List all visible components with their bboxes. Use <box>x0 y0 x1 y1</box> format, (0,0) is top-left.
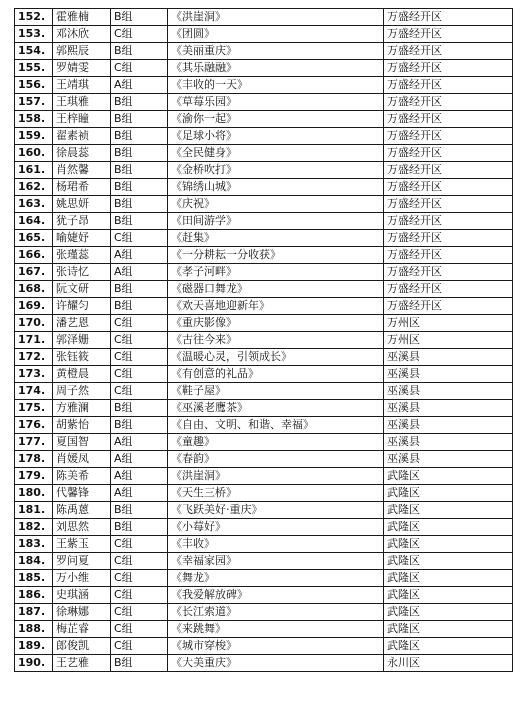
student-name: 刘思然 <box>53 519 111 536</box>
artwork-title: 《有创意的礼品》 <box>168 366 384 383</box>
district: 万盛经开区 <box>384 26 513 43</box>
table-row <box>15 349 513 366</box>
table-row <box>15 145 513 162</box>
student-name: 方雅澜 <box>53 400 111 417</box>
table-row <box>15 179 513 196</box>
age-group: C组 <box>111 570 168 587</box>
table-row <box>15 77 513 94</box>
student-name: 周子然 <box>53 383 111 400</box>
table-row <box>15 94 513 111</box>
artwork-title: 《孝子河畔》 <box>168 264 384 281</box>
table-row <box>15 383 513 400</box>
age-group: B组 <box>111 417 168 434</box>
age-group: B组 <box>111 94 168 111</box>
student-name: 代馨锋 <box>53 485 111 502</box>
artwork-title: 《足球小将》 <box>168 128 384 145</box>
student-name: 翟素祯 <box>53 128 111 145</box>
age-group: C组 <box>111 536 168 553</box>
student-name: 夏国智 <box>53 434 111 451</box>
artwork-title: 《庆祝》 <box>168 196 384 213</box>
district: 万盛经开区 <box>384 162 513 179</box>
artwork-title: 《田间游学》 <box>168 213 384 230</box>
district: 巫溪县 <box>384 417 513 434</box>
age-group: C组 <box>111 349 168 366</box>
artwork-title: 《丰收》 <box>168 536 384 553</box>
district: 万盛经开区 <box>384 264 513 281</box>
district: 武隆区 <box>384 468 513 485</box>
district: 万盛经开区 <box>384 128 513 145</box>
artwork-title: 《自由、文明、和谐、幸福》 <box>168 417 384 434</box>
age-group: C组 <box>111 366 168 383</box>
table-row <box>15 502 513 519</box>
age-group: C组 <box>111 383 168 400</box>
artwork-title: 《童趣》 <box>168 434 384 451</box>
district: 万盛经开区 <box>384 43 513 60</box>
table-row <box>15 298 513 315</box>
table-row <box>15 128 513 145</box>
table-row <box>15 213 513 230</box>
student-name: 阮文研 <box>53 281 111 298</box>
artwork-title: 《大美重庆》 <box>168 655 384 672</box>
student-name: 胡紫怡 <box>53 417 111 434</box>
age-group: B组 <box>111 162 168 179</box>
artwork-title: 《舞龙》 <box>168 570 384 587</box>
age-group: B组 <box>111 213 168 230</box>
artwork-title: 《欢天喜地迎新年》 <box>168 298 384 315</box>
table-row <box>15 26 513 43</box>
artwork-title: 《团圆》 <box>168 26 384 43</box>
age-group: B组 <box>111 145 168 162</box>
age-group: C组 <box>111 315 168 332</box>
student-name: 王靖琪 <box>53 77 111 94</box>
artwork-title: 《草莓乐园》 <box>168 94 384 111</box>
entry-number: 177. <box>15 434 53 451</box>
district: 万盛经开区 <box>384 281 513 298</box>
student-name: 罗问夏 <box>53 553 111 570</box>
district: 武隆区 <box>384 621 513 638</box>
artwork-title: 《全民健身》 <box>168 145 384 162</box>
age-group: B组 <box>111 111 168 128</box>
age-group: C组 <box>111 553 168 570</box>
artwork-title: 《洪崖洞》 <box>168 9 384 26</box>
student-name: 张瑾蕊 <box>53 247 111 264</box>
entry-number: 172. <box>15 349 53 366</box>
student-name: 许耀匀 <box>53 298 111 315</box>
student-name: 郭泽姗 <box>53 332 111 349</box>
table-row <box>15 638 513 655</box>
age-group: C组 <box>111 26 168 43</box>
age-group: B组 <box>111 179 168 196</box>
table-row <box>15 451 513 468</box>
entry-number: 162. <box>15 179 53 196</box>
artwork-title: 《一分耕耘一分收获》 <box>168 247 384 264</box>
student-name: 潘艺恩 <box>53 315 111 332</box>
district: 武隆区 <box>384 519 513 536</box>
district: 巫溪县 <box>384 349 513 366</box>
artwork-title: 《金桥吹打》 <box>168 162 384 179</box>
student-name: 徐晨蕊 <box>53 145 111 162</box>
roster-table <box>14 8 513 672</box>
table-row <box>15 604 513 621</box>
district: 万州区 <box>384 332 513 349</box>
table-row <box>15 655 513 672</box>
table-row <box>15 587 513 604</box>
entry-number: 171. <box>15 332 53 349</box>
entry-number: 185. <box>15 570 53 587</box>
entry-number: 178. <box>15 451 53 468</box>
age-group: A组 <box>111 451 168 468</box>
table-row <box>15 536 513 553</box>
entry-number: 187. <box>15 604 53 621</box>
student-name: 徐琳娜 <box>53 604 111 621</box>
entry-number: 152. <box>15 9 53 26</box>
age-group: B组 <box>111 281 168 298</box>
age-group: B组 <box>111 502 168 519</box>
district: 万盛经开区 <box>384 247 513 264</box>
entry-number: 169. <box>15 298 53 315</box>
artwork-title: 《美丽重庆》 <box>168 43 384 60</box>
entry-number: 186. <box>15 587 53 604</box>
student-name: 郎俊凯 <box>53 638 111 655</box>
table-row <box>15 281 513 298</box>
district: 武隆区 <box>384 587 513 604</box>
table-row <box>15 332 513 349</box>
age-group: C组 <box>111 638 168 655</box>
age-group: C组 <box>111 332 168 349</box>
student-name: 万小维 <box>53 570 111 587</box>
age-group: B组 <box>111 655 168 672</box>
entry-number: 156. <box>15 77 53 94</box>
entry-number: 165. <box>15 230 53 247</box>
district: 万盛经开区 <box>384 196 513 213</box>
table-row <box>15 417 513 434</box>
entry-number: 164. <box>15 213 53 230</box>
entry-number: 182. <box>15 519 53 536</box>
student-name: 霍雅楠 <box>53 9 111 26</box>
table-row <box>15 60 513 77</box>
student-name: 陈美希 <box>53 468 111 485</box>
age-group: C组 <box>111 60 168 77</box>
artwork-title: 《其乐融融》 <box>168 60 384 77</box>
artwork-title: 《飞跃美好·重庆》 <box>168 502 384 519</box>
district: 武隆区 <box>384 536 513 553</box>
district: 武隆区 <box>384 638 513 655</box>
entry-number: 173. <box>15 366 53 383</box>
student-name: 王梓瞳 <box>53 111 111 128</box>
table-row <box>15 468 513 485</box>
roster-sheet <box>14 8 512 672</box>
student-name: 张钰筱 <box>53 349 111 366</box>
artwork-title: 《重庆影像》 <box>168 315 384 332</box>
artwork-title: 《城市穿梭》 <box>168 638 384 655</box>
district: 武隆区 <box>384 502 513 519</box>
table-row <box>15 111 513 128</box>
age-group: A组 <box>111 468 168 485</box>
age-group: B组 <box>111 43 168 60</box>
student-name: 邓沐欣 <box>53 26 111 43</box>
student-name: 王紫玉 <box>53 536 111 553</box>
table-row <box>15 553 513 570</box>
entry-number: 161. <box>15 162 53 179</box>
artwork-title: 《古往今来》 <box>168 332 384 349</box>
district: 万盛经开区 <box>384 77 513 94</box>
age-group: C组 <box>111 621 168 638</box>
age-group: A组 <box>111 77 168 94</box>
artwork-title: 《春韵》 <box>168 451 384 468</box>
student-name: 肖然馨 <box>53 162 111 179</box>
table-row <box>15 247 513 264</box>
district: 万盛经开区 <box>384 213 513 230</box>
district: 永川区 <box>384 655 513 672</box>
entry-number: 183. <box>15 536 53 553</box>
table-row <box>15 264 513 281</box>
entry-number: 157. <box>15 94 53 111</box>
table-row <box>15 230 513 247</box>
artwork-title: 《巫溪老鹰茶》 <box>168 400 384 417</box>
age-group: A组 <box>111 264 168 281</box>
district: 巫溪县 <box>384 434 513 451</box>
entry-number: 159. <box>15 128 53 145</box>
artwork-title: 《温暖心灵，引领成长》 <box>168 349 384 366</box>
table-row <box>15 485 513 502</box>
table-row <box>15 570 513 587</box>
student-name: 陈禹蒽 <box>53 502 111 519</box>
district: 万盛经开区 <box>384 179 513 196</box>
artwork-title: 《长江索道》 <box>168 604 384 621</box>
entry-number: 179. <box>15 468 53 485</box>
artwork-title: 《小莓好》 <box>168 519 384 536</box>
table-row <box>15 434 513 451</box>
age-group: C组 <box>111 604 168 621</box>
artwork-title: 《渝你一起》 <box>168 111 384 128</box>
table-row <box>15 9 513 26</box>
entry-number: 184. <box>15 553 53 570</box>
entry-number: 175. <box>15 400 53 417</box>
entry-number: 153. <box>15 26 53 43</box>
student-name: 郭熙辰 <box>53 43 111 60</box>
table-row <box>15 366 513 383</box>
artwork-title: 《来跳舞》 <box>168 621 384 638</box>
age-group: B组 <box>111 400 168 417</box>
table-row <box>15 621 513 638</box>
entry-number: 170. <box>15 315 53 332</box>
entry-number: 168. <box>15 281 53 298</box>
student-name: 史琪涵 <box>53 587 111 604</box>
artwork-title: 《幸福家园》 <box>168 553 384 570</box>
age-group: B组 <box>111 519 168 536</box>
district: 万盛经开区 <box>384 60 513 77</box>
table-row <box>15 43 513 60</box>
district: 万盛经开区 <box>384 298 513 315</box>
artwork-title: 《赶集》 <box>168 230 384 247</box>
age-group: A组 <box>111 485 168 502</box>
district: 万盛经开区 <box>384 145 513 162</box>
district: 万盛经开区 <box>384 9 513 26</box>
artwork-title: 《鞋子屋》 <box>168 383 384 400</box>
entry-number: 181. <box>15 502 53 519</box>
district: 巫溪县 <box>384 366 513 383</box>
entry-number: 180. <box>15 485 53 502</box>
roster-body <box>15 9 513 672</box>
table-row <box>15 400 513 417</box>
district: 巫溪县 <box>384 400 513 417</box>
student-name: 姚思妍 <box>53 196 111 213</box>
artwork-title: 《磁器口舞龙》 <box>168 281 384 298</box>
table-row <box>15 519 513 536</box>
entry-number: 154. <box>15 43 53 60</box>
district: 巫溪县 <box>384 451 513 468</box>
age-group: A组 <box>111 434 168 451</box>
entry-number: 160. <box>15 145 53 162</box>
student-name: 张诗忆 <box>53 264 111 281</box>
table-row <box>15 196 513 213</box>
entry-number: 176. <box>15 417 53 434</box>
entry-number: 163. <box>15 196 53 213</box>
age-group: B组 <box>111 9 168 26</box>
district: 武隆区 <box>384 485 513 502</box>
age-group: C组 <box>111 587 168 604</box>
student-name: 黄橙晨 <box>53 366 111 383</box>
entry-number: 158. <box>15 111 53 128</box>
district: 万州区 <box>384 315 513 332</box>
entry-number: 167. <box>15 264 53 281</box>
district: 万盛经开区 <box>384 94 513 111</box>
age-group: C组 <box>111 230 168 247</box>
district: 武隆区 <box>384 553 513 570</box>
entry-number: 166. <box>15 247 53 264</box>
age-group: A组 <box>111 247 168 264</box>
student-name: 喻婕妤 <box>53 230 111 247</box>
age-group: B组 <box>111 298 168 315</box>
artwork-title: 《丰收的一天》 <box>168 77 384 94</box>
district: 万盛经开区 <box>384 111 513 128</box>
district: 巫溪县 <box>384 383 513 400</box>
student-name: 王琪雅 <box>53 94 111 111</box>
entry-number: 189. <box>15 638 53 655</box>
district: 武隆区 <box>384 570 513 587</box>
artwork-title: 《天生三桥》 <box>168 485 384 502</box>
entry-number: 188. <box>15 621 53 638</box>
district: 武隆区 <box>384 604 513 621</box>
student-name: 杨珺希 <box>53 179 111 196</box>
student-name: 罗婧雯 <box>53 60 111 77</box>
age-group: B组 <box>111 196 168 213</box>
entry-number: 174. <box>15 383 53 400</box>
student-name: 梅芷睿 <box>53 621 111 638</box>
artwork-title: 《我爱解放碑》 <box>168 587 384 604</box>
table-row <box>15 162 513 179</box>
table-row <box>15 315 513 332</box>
entry-number: 190. <box>15 655 53 672</box>
entry-number: 155. <box>15 60 53 77</box>
student-name: 王艺雅 <box>53 655 111 672</box>
age-group: B组 <box>111 128 168 145</box>
student-name: 犹子昂 <box>53 213 111 230</box>
student-name: 肖媛凤 <box>53 451 111 468</box>
artwork-title: 《洪崖洞》 <box>168 468 384 485</box>
district: 万盛经开区 <box>384 230 513 247</box>
artwork-title: 《锦绣山城》 <box>168 179 384 196</box>
